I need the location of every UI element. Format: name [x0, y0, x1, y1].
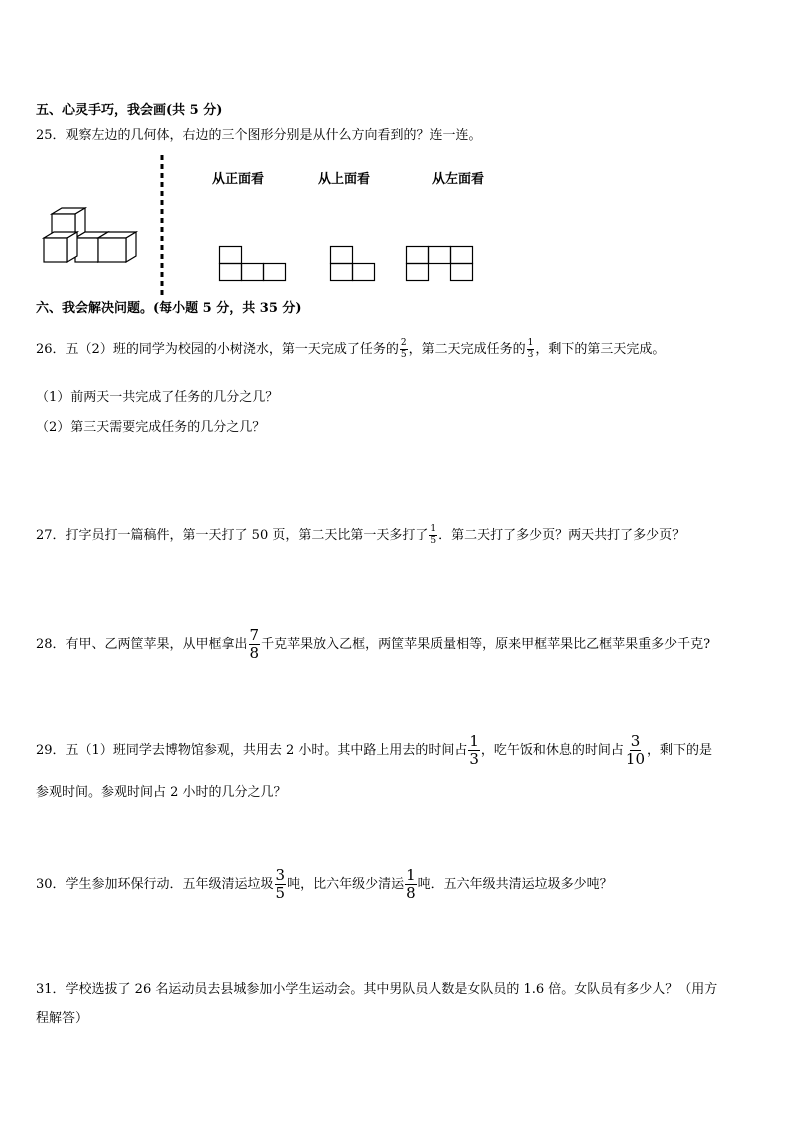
- q29-frac2-numerator: 3: [630, 732, 641, 750]
- q30-fraction-2: [405, 868, 417, 901]
- geometric-solid-figure: [40, 208, 144, 270]
- q26-text-1: 26．五（2）班的同学为校园的小树浇水，第一天完成了任务的: [36, 342, 399, 357]
- q30-frac1-denominator: 5: [275, 884, 286, 902]
- q26-text-2: ，第二天完成任务的: [408, 342, 526, 357]
- q27-text-1: 27．打字员打一篇稿件，第一天打了 50 页，第二天比第一天多打了: [36, 528, 429, 543]
- q27-frac-denominator: 5: [430, 536, 437, 546]
- dashed-divider: [160, 155, 164, 295]
- q28-text-2: 千克苹果放入乙框，两筐苹果质量相等，原来甲框苹果比乙框苹果重多少千克?: [261, 637, 711, 652]
- q30-frac2-numerator: 1: [406, 866, 416, 884]
- q29-text-1: 29．五（1）班同学去博物馆参观，共用去 2 小时。其中路上用去的时间占: [36, 743, 468, 758]
- section6-title: 六、我会解决问题。(每小题 5 分，共 35 分): [36, 301, 302, 316]
- q26-frac1-numerator: 2: [400, 338, 407, 348]
- q26-frac1-denominator: 5: [400, 350, 407, 360]
- q30-text-2: 吨，比六年级少清运: [287, 877, 405, 892]
- q27-fraction: [429, 525, 437, 546]
- section5-title: 五、心灵手巧，我会画(共 5 分): [36, 103, 223, 118]
- q30-frac2-denominator: 8: [406, 884, 416, 902]
- view-label-left: 从左面看: [432, 172, 485, 187]
- question-28: [36, 628, 710, 661]
- question-25: 25．观察左边的几何体，右边的三个图形分别是从什么方向看到的？连一连。: [36, 128, 482, 143]
- q26-fraction-1: [400, 339, 408, 360]
- q26-frac2-numerator: 1: [527, 338, 534, 348]
- view-shape-1: [219, 246, 287, 282]
- q29-fraction-1: [468, 734, 480, 767]
- question-27: [36, 524, 685, 546]
- q27-text-2: ．第二天打了多少页？两天共打了多少页？: [438, 528, 686, 543]
- q29-frac1-denominator: 3: [469, 750, 479, 768]
- q30-fraction-1: [275, 868, 287, 901]
- view-label-top: 从上面看: [318, 172, 371, 187]
- q29-text-2: ，吃午饭和休息的时间占: [480, 743, 624, 758]
- q27-frac-numerator: 1: [430, 524, 437, 534]
- q28-fraction: [249, 628, 261, 661]
- question-26: [36, 338, 665, 360]
- q29-line-2: 参观时间。参观时间占 2 小时的几分之几？: [36, 785, 287, 800]
- q29-fraction-2: [625, 734, 646, 767]
- q26-fraction-2: [527, 339, 535, 360]
- question-31: 31．学校选拔了 26 名运动员去县城参加小学生运动会。其中男队员人数是女队员的 1.6 倍。女队员有多少人？（用方: [36, 982, 718, 997]
- q28-frac-numerator: 7: [249, 626, 260, 644]
- q29-frac2-denominator: 10: [625, 750, 646, 768]
- q28-frac-denominator: 8: [249, 644, 260, 662]
- question-30: [36, 868, 613, 901]
- q26-sub-1: （1）前两天一共完成了任务的几分之几？: [36, 390, 279, 405]
- q26-frac2-denominator: 3: [527, 350, 534, 360]
- question-29: [36, 734, 712, 767]
- q30-text-1: 30．学生参加环保行动．五年级清运垃圾: [36, 877, 274, 892]
- q30-text-3: 吨．五六年级共清运垃圾多少吨？: [417, 877, 613, 892]
- q26-sub-2: （2）第三天需要完成任务的几分之几？: [36, 420, 266, 435]
- q30-frac1-numerator: 3: [275, 866, 286, 884]
- q26-text-3: ，剩下的第三天完成。: [535, 342, 666, 357]
- q31-line-2: 程解答）: [36, 1011, 89, 1026]
- view-shape-2: [330, 246, 376, 282]
- q29-text-3: ，剩下的是: [647, 743, 713, 758]
- view-shape-3: [406, 246, 474, 282]
- view-label-front: 从正面看: [212, 172, 265, 187]
- q28-text-1: 28．有甲、乙两筐苹果，从甲框拿出: [36, 637, 248, 652]
- q29-frac1-numerator: 1: [469, 732, 479, 750]
